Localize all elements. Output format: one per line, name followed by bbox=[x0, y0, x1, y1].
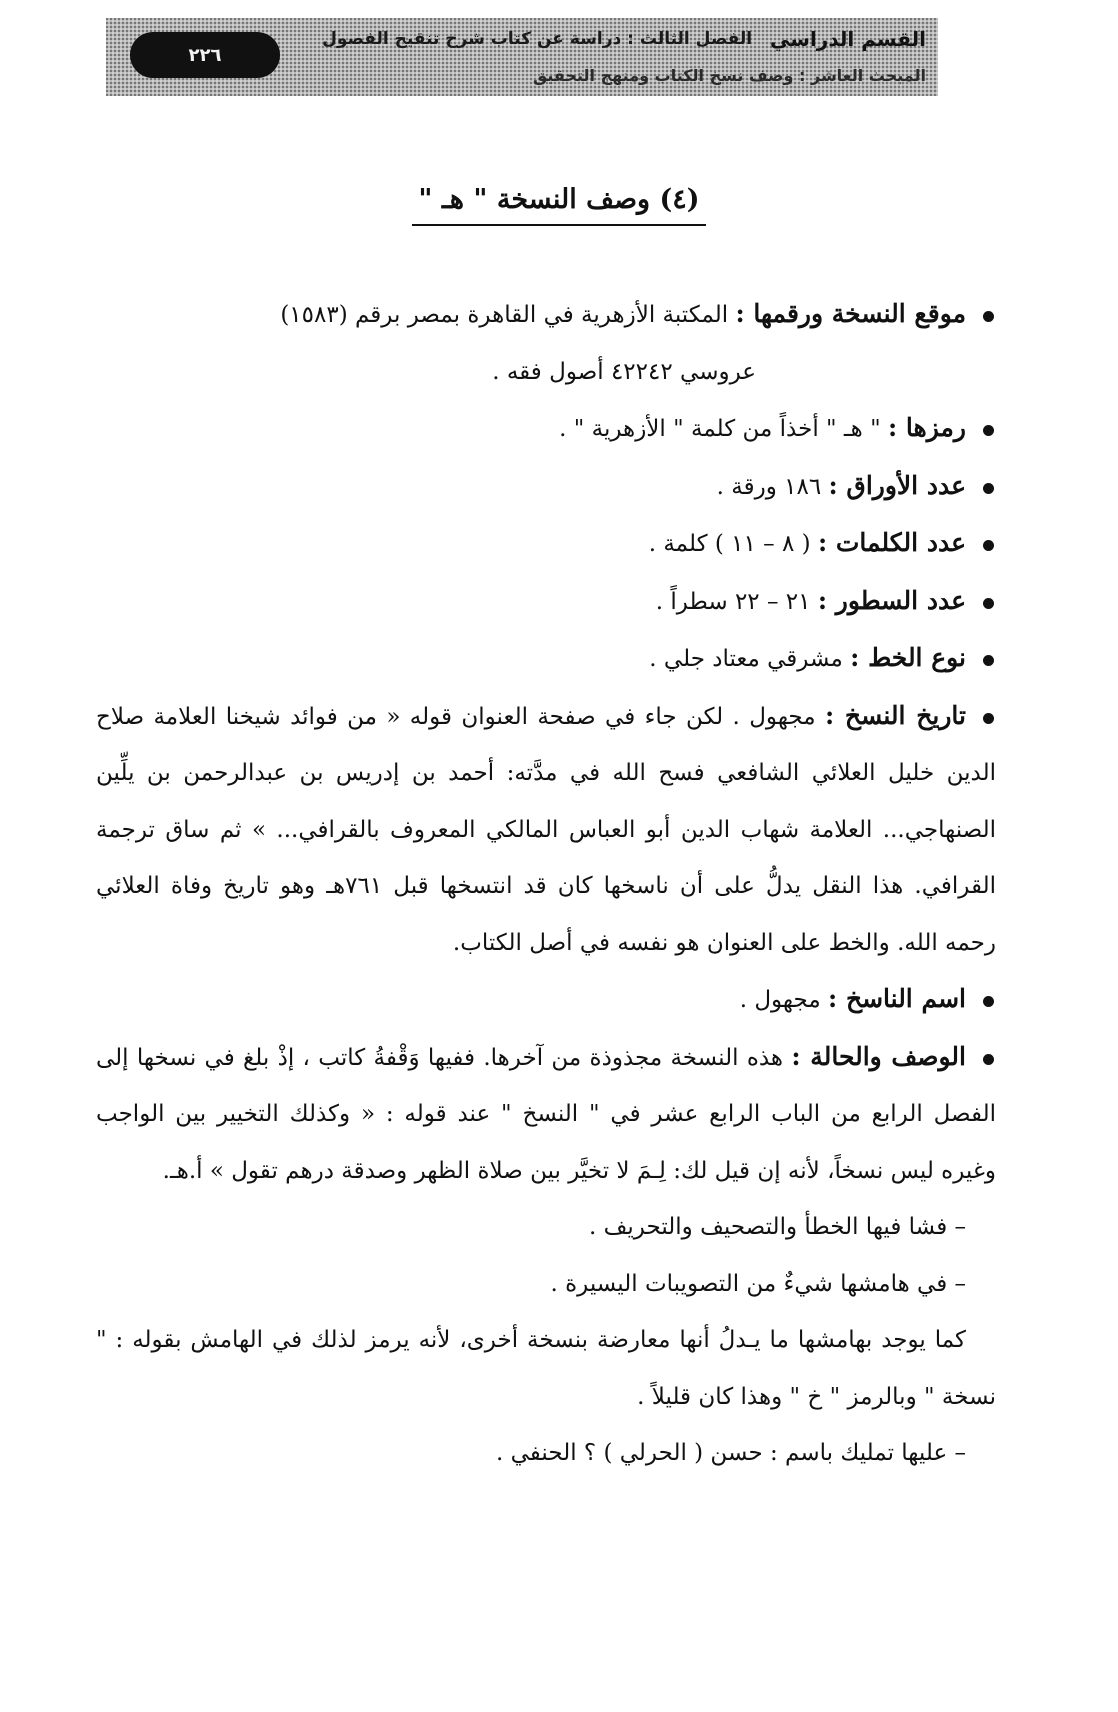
list-item bbox=[96, 400, 996, 458]
dash-list-item: – فشا فيها الخطأ والتصحيف والتحريف . bbox=[588, 1214, 966, 1240]
list-item bbox=[96, 458, 996, 516]
list-item bbox=[96, 515, 996, 573]
field-value: مشرقي معتاد جلي . bbox=[649, 646, 851, 672]
field-value: مجهول . لكن جاء في صفحة العنوان قوله « من فوائد شيخنا العلامة صلاح الدين خليل العلائي الشافعي فسح الله في مدَّته: أحمد بن إدريس بن عبدالرحمن بن يلِّين الصنهاجي... العلامة شهاب الدين أبو العباس المالكي المعروف بالقرافي... » ثم ساق ترجمة القرافي. هذا النقل يدلُّ على أن ناسخها كان قد انتسخها قبل ٧٦١هـ وهو تاريخ وفاة العلائي رحمه الله. والخط على العنوان هو نفسه في أصل الكتاب. bbox=[96, 703, 996, 956]
list-item bbox=[96, 630, 996, 688]
dash-list-item: – في هامشها شيءٌ من التصويبات اليسيرة . bbox=[550, 1270, 966, 1297]
field-label: اسم الناسخ : bbox=[828, 984, 966, 1013]
field-value: مجهول . bbox=[739, 987, 829, 1013]
header-bottom-line bbox=[286, 60, 926, 90]
bullet-icon bbox=[983, 996, 994, 1007]
running-header bbox=[106, 18, 938, 96]
list-item bbox=[96, 573, 996, 631]
header-top-line bbox=[286, 22, 926, 56]
bullet-icon bbox=[983, 540, 994, 551]
bullet-icon bbox=[983, 483, 994, 494]
field-label: عدد الأوراق : bbox=[828, 470, 966, 500]
field-label: عدد الكلمات : bbox=[817, 528, 966, 557]
field-value: هذه النسخة مجذوذة من آخرها. ففيها وَقْفةُ كاتب ، إذْ بلغ في نسخها إلى الفصل الرابع من الباب الرابع عشر في " النسخ " عند قوله : « وكذلك التخيير بين الواجب وغيره ليس نسخاً، لأنه إن قيل لك: لِـمَ لا تخيَّر بين صلاة الظهر وصدقة درهم تقول » أ.هـ. bbox=[96, 1044, 996, 1184]
list-item bbox=[96, 688, 996, 972]
field-label: الوصف والحالة : bbox=[791, 1041, 966, 1071]
field-value: " هـ " أخذاً من كلمة " الأزهرية " . bbox=[559, 416, 888, 442]
field-value: المكتبة الأزهرية في القاهرة بمصر برقم (١٥٨٣) bbox=[280, 302, 736, 328]
field-label: نوع الخط : bbox=[850, 643, 966, 672]
field-label: موقع النسخة ورقمها : bbox=[735, 299, 966, 328]
bullet-icon bbox=[983, 1054, 994, 1065]
list-item bbox=[96, 286, 996, 344]
header-section-title: المبحث العاشر : وصف نسخ الكتاب ومنهج التحقيق bbox=[532, 65, 926, 85]
section-heading-text: (٤) وصف النسخة " هـ " bbox=[412, 178, 705, 226]
bullet-icon bbox=[983, 655, 994, 666]
header-part-title: القسم الدراسي bbox=[770, 27, 926, 51]
dash-list-item: – عليها تمليك باسم : حسن ( الحرلي ) ؟ الحنفي . bbox=[496, 1440, 966, 1466]
page-number: ٢٢٦ bbox=[130, 32, 280, 78]
bullet-icon bbox=[983, 713, 994, 724]
page-body bbox=[96, 286, 996, 1482]
field-label: تاريخ النسخ : bbox=[824, 700, 966, 730]
list-item bbox=[96, 971, 996, 1029]
field-value: ٢١ – ٢٢ سطراً . bbox=[655, 588, 818, 615]
field-label: رمزها : bbox=[888, 413, 966, 442]
bullet-icon bbox=[983, 425, 994, 436]
field-value: ١٨٦ ورقة . bbox=[716, 473, 829, 500]
list-item bbox=[96, 1029, 996, 1200]
header-chapter-title: الفصل الثالث : دراسة عن كتاب شرح تنقيح الفصول bbox=[322, 29, 753, 49]
body-paragraph: كما يوجد بهامشها ما يـدلُ أنها معارضة بنسخة أخرى، لأنه يرمز لذلك في الهامش بقوله : " نسخة " وبالرمز " خ " وهذا كان قليلاً . bbox=[96, 1327, 996, 1410]
bullet-icon bbox=[983, 311, 994, 322]
bullet-icon bbox=[983, 598, 994, 609]
field-label: عدد السطور : bbox=[817, 585, 966, 615]
section-heading bbox=[0, 178, 1118, 226]
field-value: ( ٨ – ١١ ) كلمة . bbox=[648, 531, 818, 557]
list-item-continuation: عروسي ٤٢٢٤٢ أصول فقه . bbox=[492, 358, 756, 385]
